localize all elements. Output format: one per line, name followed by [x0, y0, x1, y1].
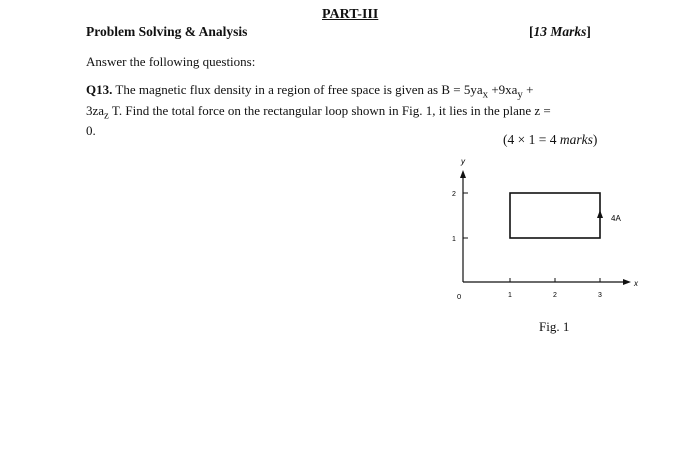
y-tick-label-1: 1: [452, 236, 456, 243]
subscript-x: x: [482, 88, 489, 101]
question-number: Q13.: [86, 82, 113, 97]
x-axis-arrow-icon: [623, 279, 631, 285]
marks-open-bracket: [: [529, 24, 534, 39]
current-direction-arrow-icon: [597, 210, 603, 218]
question-line-3: 0.: [86, 123, 96, 139]
marks-word: marks: [559, 132, 593, 147]
x-axis-label: x: [634, 279, 638, 288]
question-text-2a: 3za: [86, 102, 105, 118]
current-label: 4A: [611, 214, 621, 223]
rectangular-loop: [510, 193, 600, 238]
subscript-y: y: [517, 88, 523, 101]
question-text-1b: +9xa: [488, 82, 518, 97]
question-text-1a: The magnetic flux density in a region of free space is given as B = 5ya: [115, 82, 483, 97]
figure-caption: Fig. 1: [539, 319, 570, 334]
instructions: Answer the following questions:: [86, 54, 256, 69]
section-title: Problem Solving & Analysis: [86, 24, 248, 39]
marks-value: 13 Marks: [533, 24, 587, 39]
marks-expr: (4 × 1 = 4: [503, 132, 560, 147]
y-axis-arrow-icon: [460, 170, 466, 178]
part-title: PART-III: [322, 7, 379, 22]
marks-close-bracket: ]: [586, 24, 591, 39]
question-text-2b: T. Find the total force on the rectangular loop shown in Fig. 1, it lies in the plane z =: [108, 102, 551, 118]
question-text-1c: +: [522, 82, 534, 97]
y-tick-label-2: 2: [452, 191, 456, 198]
x-tick-label-2: 2: [553, 292, 557, 299]
y-axis-label: y: [461, 157, 465, 166]
x-tick-label-1: 1: [508, 292, 512, 299]
marks-close: ): [592, 132, 598, 147]
subscript-z: z: [104, 109, 109, 122]
x-tick-label-3: 3: [598, 292, 602, 299]
origin-label: 0: [457, 292, 462, 301]
